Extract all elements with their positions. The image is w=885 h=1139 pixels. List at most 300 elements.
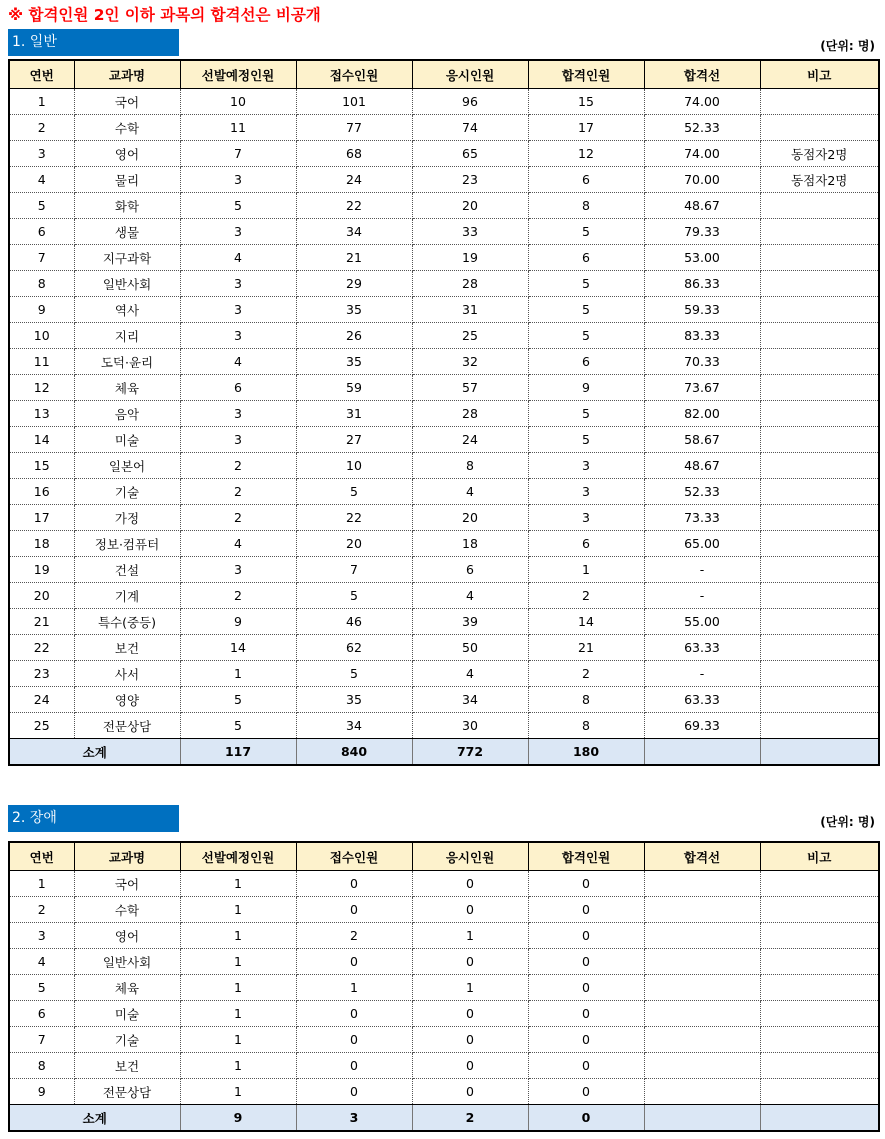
cell-subject: 보건: [74, 635, 180, 661]
table-row: [9, 1053, 879, 1079]
cell-no: 22: [9, 635, 74, 661]
table-row: [9, 923, 879, 949]
cell-no: 3: [9, 141, 74, 167]
cell-passed: 0: [528, 897, 644, 923]
cell-planned: 3: [180, 297, 296, 323]
cell-cutoff: -: [644, 661, 760, 687]
subtotal-passed: 180: [528, 739, 644, 766]
cell-note: [760, 323, 879, 349]
table-row: [9, 245, 879, 271]
cell-no: 2: [9, 115, 74, 141]
cell-planned: 3: [180, 557, 296, 583]
cell-passed: 3: [528, 479, 644, 505]
cell-subject: 미술: [74, 1001, 180, 1027]
cell-tested: 34: [412, 687, 528, 713]
cell-note: [760, 453, 879, 479]
cell-passed: 6: [528, 349, 644, 375]
cell-tested: 28: [412, 271, 528, 297]
cell-no: 23: [9, 661, 74, 687]
cell-passed: 0: [528, 923, 644, 949]
subtotal-tested: 772: [412, 739, 528, 766]
header-note: 비고: [760, 60, 879, 89]
section-title-disabled: 2. 장애: [8, 805, 179, 832]
cell-cutoff: 74.00: [644, 89, 760, 115]
cell-tested: 0: [412, 871, 528, 897]
cell-tested: 4: [412, 583, 528, 609]
cell-cutoff: 48.67: [644, 193, 760, 219]
cell-cutoff: 55.00: [644, 609, 760, 635]
cell-subject: 화학: [74, 193, 180, 219]
cell-applied: 0: [296, 1079, 412, 1105]
cell-subject: 수학: [74, 115, 180, 141]
cell-planned: 3: [180, 427, 296, 453]
cell-subject: 전문상담: [74, 713, 180, 739]
table-row: [9, 661, 879, 687]
cell-note: [760, 1001, 879, 1027]
cell-planned: 1: [180, 975, 296, 1001]
cell-cutoff: [644, 871, 760, 897]
cell-passed: 5: [528, 427, 644, 453]
cell-no: 6: [9, 219, 74, 245]
cell-tested: 0: [412, 949, 528, 975]
cell-cutoff: 69.33: [644, 713, 760, 739]
cell-no: 19: [9, 557, 74, 583]
cell-applied: 77: [296, 115, 412, 141]
table-row: [9, 1001, 879, 1027]
cell-cutoff: [644, 923, 760, 949]
table-row: [9, 871, 879, 897]
cell-cutoff: [644, 975, 760, 1001]
cell-tested: 19: [412, 245, 528, 271]
cell-passed: 6: [528, 167, 644, 193]
cell-tested: 4: [412, 661, 528, 687]
header-note: 비고: [760, 842, 879, 871]
cell-passed: 3: [528, 453, 644, 479]
header-subject: 교과명: [74, 60, 180, 89]
cell-cutoff: 79.33: [644, 219, 760, 245]
cell-no: 17: [9, 505, 74, 531]
section-title-general: 1. 일반: [8, 29, 179, 56]
table-body: [9, 89, 879, 739]
cell-subject: 특수(중등): [74, 609, 180, 635]
cell-cutoff: 48.67: [644, 453, 760, 479]
cell-applied: 62: [296, 635, 412, 661]
table-row: [9, 531, 879, 557]
cell-cutoff: 52.33: [644, 479, 760, 505]
cell-tested: 0: [412, 1001, 528, 1027]
cell-passed: 9: [528, 375, 644, 401]
cell-tested: 6: [412, 557, 528, 583]
cell-applied: 0: [296, 871, 412, 897]
cell-subject: 보건: [74, 1053, 180, 1079]
cell-planned: 1: [180, 871, 296, 897]
cell-planned: 5: [180, 193, 296, 219]
cell-subject: 체육: [74, 975, 180, 1001]
cell-planned: 3: [180, 219, 296, 245]
cell-cutoff: 52.33: [644, 115, 760, 141]
cell-planned: 1: [180, 923, 296, 949]
subtotal-cutoff: [644, 1105, 760, 1132]
subtotal-applied: 3: [296, 1105, 412, 1132]
cell-applied: 0: [296, 949, 412, 975]
cell-passed: 6: [528, 531, 644, 557]
cell-planned: 1: [180, 897, 296, 923]
cell-cutoff: [644, 1001, 760, 1027]
cell-no: 11: [9, 349, 74, 375]
table-row: [9, 401, 879, 427]
cell-no: 10: [9, 323, 74, 349]
cell-note: [760, 245, 879, 271]
cell-tested: 28: [412, 401, 528, 427]
cell-note: [760, 1027, 879, 1053]
cell-applied: 5: [296, 479, 412, 505]
header-applied: 접수인원: [296, 842, 412, 871]
table-row: [9, 323, 879, 349]
cell-planned: 14: [180, 635, 296, 661]
table-row: [9, 141, 879, 167]
cell-cutoff: [644, 1053, 760, 1079]
cell-applied: 21: [296, 245, 412, 271]
cell-applied: 46: [296, 609, 412, 635]
header-applied: 접수인원: [296, 60, 412, 89]
table-row: [9, 349, 879, 375]
cell-note: [760, 401, 879, 427]
cell-planned: 3: [180, 323, 296, 349]
cell-subject: 국어: [74, 871, 180, 897]
cell-note: [760, 713, 879, 739]
cell-subject: 물리: [74, 167, 180, 193]
cell-applied: 35: [296, 349, 412, 375]
cell-no: 21: [9, 609, 74, 635]
table-row: [9, 427, 879, 453]
header-tested: 응시인원: [412, 842, 528, 871]
cell-subject: 기계: [74, 583, 180, 609]
cell-planned: 10: [180, 89, 296, 115]
cell-planned: 1: [180, 1079, 296, 1105]
cell-tested: 23: [412, 167, 528, 193]
cell-tested: 24: [412, 427, 528, 453]
cell-subject: 영어: [74, 923, 180, 949]
cell-tested: 0: [412, 1079, 528, 1105]
cell-cutoff: 70.33: [644, 349, 760, 375]
table-row: [9, 479, 879, 505]
cell-cutoff: 63.33: [644, 687, 760, 713]
cell-no: 8: [9, 271, 74, 297]
cell-note: [760, 583, 879, 609]
cell-no: 12: [9, 375, 74, 401]
unit-label-disabled: (단위: 명): [820, 815, 875, 829]
cell-note: [760, 115, 879, 141]
cell-applied: 34: [296, 219, 412, 245]
cell-note: [760, 479, 879, 505]
cell-cutoff: [644, 949, 760, 975]
cell-passed: 8: [528, 713, 644, 739]
cell-applied: 29: [296, 271, 412, 297]
cell-planned: 5: [180, 713, 296, 739]
cell-cutoff: -: [644, 583, 760, 609]
cell-cutoff: [644, 1027, 760, 1053]
cell-no: 15: [9, 453, 74, 479]
table-row: [9, 583, 879, 609]
cell-note: [760, 661, 879, 687]
cell-planned: 1: [180, 1053, 296, 1079]
header-row: [9, 60, 879, 89]
cell-tested: 25: [412, 323, 528, 349]
cell-applied: 26: [296, 323, 412, 349]
cell-subject: 기술: [74, 1027, 180, 1053]
cell-note: [760, 687, 879, 713]
cell-passed: 0: [528, 1001, 644, 1027]
cell-applied: 22: [296, 505, 412, 531]
cell-cutoff: 83.33: [644, 323, 760, 349]
cell-applied: 0: [296, 1027, 412, 1053]
cell-no: 8: [9, 1053, 74, 1079]
cell-no: 24: [9, 687, 74, 713]
cell-note: [760, 871, 879, 897]
subtotal-row: [9, 1105, 879, 1132]
cell-subject: 음악: [74, 401, 180, 427]
cell-no: 9: [9, 1079, 74, 1105]
cell-passed: 5: [528, 219, 644, 245]
cell-passed: 21: [528, 635, 644, 661]
table-row: [9, 453, 879, 479]
cell-note: [760, 349, 879, 375]
table-row: [9, 271, 879, 297]
table-row: [9, 557, 879, 583]
table-row: [9, 897, 879, 923]
subtotal-planned: 117: [180, 739, 296, 766]
subtotal-label: 소계: [9, 1105, 180, 1132]
table-row: [9, 975, 879, 1001]
cell-planned: 2: [180, 479, 296, 505]
cell-note: [760, 219, 879, 245]
cell-applied: 2: [296, 923, 412, 949]
cell-passed: 5: [528, 401, 644, 427]
cell-tested: 0: [412, 1053, 528, 1079]
cell-subject: 정보·컴퓨터: [74, 531, 180, 557]
cell-planned: 3: [180, 167, 296, 193]
cell-planned: 1: [180, 949, 296, 975]
cell-applied: 0: [296, 1001, 412, 1027]
cell-applied: 22: [296, 193, 412, 219]
cell-passed: 5: [528, 323, 644, 349]
cell-tested: 39: [412, 609, 528, 635]
cell-subject: 전문상담: [74, 1079, 180, 1105]
subtotal-passed: 0: [528, 1105, 644, 1132]
cell-applied: 34: [296, 713, 412, 739]
table-body: [9, 871, 879, 1105]
cell-note: [760, 1053, 879, 1079]
cell-no: 7: [9, 1027, 74, 1053]
cell-cutoff: 73.33: [644, 505, 760, 531]
cell-planned: 4: [180, 349, 296, 375]
unit-label-general: (단위: 명): [820, 39, 875, 53]
cell-tested: 18: [412, 531, 528, 557]
cell-no: 4: [9, 167, 74, 193]
cell-tested: 1: [412, 975, 528, 1001]
cell-cutoff: 58.67: [644, 427, 760, 453]
header-planned: 선발예정인원: [180, 60, 296, 89]
cell-no: 5: [9, 193, 74, 219]
cell-cutoff: 74.00: [644, 141, 760, 167]
cell-tested: 0: [412, 1027, 528, 1053]
table-general: [8, 59, 880, 766]
cell-planned: 2: [180, 505, 296, 531]
cell-passed: 6: [528, 245, 644, 271]
cell-passed: 14: [528, 609, 644, 635]
cell-note: [760, 193, 879, 219]
header-no: 연번: [9, 60, 74, 89]
subtotal-cutoff: [644, 739, 760, 766]
cell-applied: 27: [296, 427, 412, 453]
cell-applied: 31: [296, 401, 412, 427]
cell-cutoff: -: [644, 557, 760, 583]
cell-planned: 3: [180, 271, 296, 297]
cell-passed: 0: [528, 1027, 644, 1053]
cell-subject: 영어: [74, 141, 180, 167]
cell-no: 16: [9, 479, 74, 505]
cell-note: [760, 89, 879, 115]
cell-applied: 10: [296, 453, 412, 479]
subtotal-note: [760, 739, 879, 766]
cell-no: 6: [9, 1001, 74, 1027]
table-row: [9, 193, 879, 219]
cell-planned: 6: [180, 375, 296, 401]
table-row: [9, 609, 879, 635]
subtotal-label: 소계: [9, 739, 180, 766]
table-row: [9, 1079, 879, 1105]
cell-tested: 96: [412, 89, 528, 115]
cell-tested: 30: [412, 713, 528, 739]
cell-subject: 기술: [74, 479, 180, 505]
cell-tested: 50: [412, 635, 528, 661]
cell-cutoff: 70.00: [644, 167, 760, 193]
cell-cutoff: [644, 897, 760, 923]
cell-no: 7: [9, 245, 74, 271]
table-row: [9, 635, 879, 661]
cell-passed: 17: [528, 115, 644, 141]
cell-applied: 59: [296, 375, 412, 401]
cell-planned: 1: [180, 661, 296, 687]
cell-cutoff: 63.33: [644, 635, 760, 661]
cell-applied: 5: [296, 583, 412, 609]
cell-passed: 0: [528, 975, 644, 1001]
cell-note: [760, 531, 879, 557]
cell-tested: 1: [412, 923, 528, 949]
subtotal-applied: 840: [296, 739, 412, 766]
table-row: [9, 89, 879, 115]
cell-subject: 생물: [74, 219, 180, 245]
cell-no: 1: [9, 871, 74, 897]
subtotal-note: [760, 1105, 879, 1132]
cell-planned: 3: [180, 401, 296, 427]
cell-tested: 0: [412, 897, 528, 923]
cell-passed: 5: [528, 271, 644, 297]
header-passed: 합격인원: [528, 60, 644, 89]
subtotal-planned: 9: [180, 1105, 296, 1132]
subtotal-tested: 2: [412, 1105, 528, 1132]
table-row: [9, 949, 879, 975]
header-row: [9, 842, 879, 871]
header-cutoff: 합격선: [644, 842, 760, 871]
cell-passed: 0: [528, 1079, 644, 1105]
cell-no: 18: [9, 531, 74, 557]
cell-note: [760, 635, 879, 661]
cell-tested: 32: [412, 349, 528, 375]
cell-subject: 미술: [74, 427, 180, 453]
table-row: [9, 167, 879, 193]
cell-note: [760, 375, 879, 401]
cell-subject: 영양: [74, 687, 180, 713]
cell-planned: 9: [180, 609, 296, 635]
subtotal-row: [9, 739, 879, 766]
cell-planned: 11: [180, 115, 296, 141]
cell-subject: 역사: [74, 297, 180, 323]
cell-subject: 가정: [74, 505, 180, 531]
cell-no: 1: [9, 89, 74, 115]
cell-applied: 0: [296, 897, 412, 923]
cell-planned: 4: [180, 245, 296, 271]
cell-note: 동점자2명: [760, 141, 879, 167]
cell-applied: 35: [296, 297, 412, 323]
cell-tested: 20: [412, 505, 528, 531]
cell-subject: 일반사회: [74, 271, 180, 297]
cell-passed: 0: [528, 1053, 644, 1079]
cell-passed: 12: [528, 141, 644, 167]
cell-subject: 사서: [74, 661, 180, 687]
cell-applied: 24: [296, 167, 412, 193]
header-cutoff: 합격선: [644, 60, 760, 89]
cell-applied: 101: [296, 89, 412, 115]
table-row: [9, 375, 879, 401]
cell-subject: 국어: [74, 89, 180, 115]
cell-tested: 4: [412, 479, 528, 505]
cell-passed: 0: [528, 871, 644, 897]
cell-planned: 1: [180, 1001, 296, 1027]
cell-no: 2: [9, 897, 74, 923]
cell-passed: 1: [528, 557, 644, 583]
cell-subject: 건설: [74, 557, 180, 583]
cell-tested: 8: [412, 453, 528, 479]
cell-planned: 5: [180, 687, 296, 713]
notice-text: ※ 합격인원 2인 이하 과목의 합격선은 비공개: [8, 6, 321, 24]
cell-note: [760, 897, 879, 923]
header-subject: 교과명: [74, 842, 180, 871]
cell-tested: 57: [412, 375, 528, 401]
cell-passed: 15: [528, 89, 644, 115]
cell-applied: 0: [296, 1053, 412, 1079]
cell-no: 5: [9, 975, 74, 1001]
cell-note: [760, 297, 879, 323]
cell-no: 14: [9, 427, 74, 453]
table-disabled: [8, 841, 880, 1132]
cell-note: 동점자2명: [760, 167, 879, 193]
table-row: [9, 1027, 879, 1053]
cell-note: [760, 427, 879, 453]
cell-note: [760, 975, 879, 1001]
cell-passed: 8: [528, 193, 644, 219]
cell-note: [760, 505, 879, 531]
cell-note: [760, 1079, 879, 1105]
cell-note: [760, 557, 879, 583]
cell-applied: 20: [296, 531, 412, 557]
table-row: [9, 115, 879, 141]
cell-subject: 도덕·윤리: [74, 349, 180, 375]
cell-tested: 31: [412, 297, 528, 323]
cell-subject: 일반사회: [74, 949, 180, 975]
cell-passed: 2: [528, 583, 644, 609]
cell-note: [760, 949, 879, 975]
